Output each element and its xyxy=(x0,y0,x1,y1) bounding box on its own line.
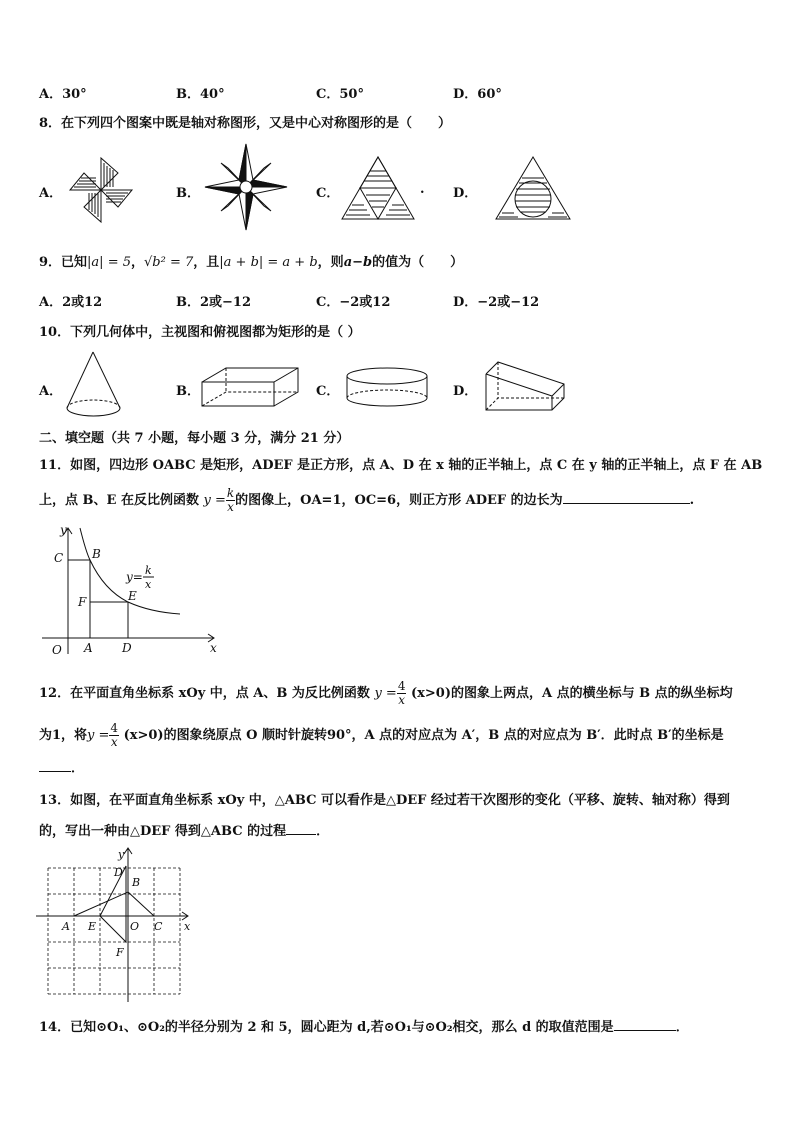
q8-label-b: B． xyxy=(176,186,200,201)
q11-line-end: . xyxy=(689,493,695,508)
q10-figure-d-prism xyxy=(484,360,566,412)
q11-label-e: E xyxy=(128,589,137,603)
q10-label-d: D． xyxy=(453,384,478,399)
q11-curve-label-x: x xyxy=(145,578,152,591)
q7-option-d: D．60° xyxy=(453,87,502,102)
q11-label-f: F xyxy=(78,595,87,609)
q12-func-y: y = xyxy=(374,686,397,701)
section-2-title: 二、填空题（共 7 小题，每小题 3 分，满分 21 分） xyxy=(39,431,350,446)
q13-label-b: B xyxy=(132,876,141,889)
q13-triangle-abc xyxy=(74,892,154,916)
q14-line xyxy=(39,1018,689,1037)
q8-figure-a-pinwheel xyxy=(68,155,134,225)
q11-label-b: B xyxy=(92,547,101,561)
q9-option-a: A．2或12 xyxy=(39,295,103,310)
q14-line-end: ． xyxy=(675,1020,689,1035)
q8-figure-c-triangle xyxy=(340,155,416,223)
q11-label-o: O xyxy=(52,643,62,657)
q9-option-c: C．−2或12 xyxy=(316,295,391,310)
q11-func-y: y = xyxy=(203,493,226,508)
q11-curve-label-k: k xyxy=(145,564,152,577)
q11-label-y: y xyxy=(60,523,67,537)
q7-option-a: A．30° xyxy=(39,87,87,102)
q11-line-1: 11．如图，四边形 OABC 是矩形，ADEF 是正方形，点 A、D 在 x 轴的正半轴上，点 C 在 y 轴的正半轴上，点 F 在 AB xyxy=(39,458,763,473)
q13-label-a: A xyxy=(62,920,70,933)
q11-label-x: x xyxy=(210,641,217,655)
q12-fraction-2 xyxy=(109,722,119,749)
q11-label-d: D xyxy=(122,641,132,655)
q12-line-1 xyxy=(39,680,733,707)
q10-label-c: C． xyxy=(316,384,340,399)
q12-frac-den-2: x xyxy=(110,735,118,749)
q11-curve-label-y: y= xyxy=(126,570,143,584)
q11-line-2b: 的图像上，OA=1，OC=6，则正方形 ADEF 的边长为 xyxy=(235,493,563,508)
q12-line-2a: 为1，将 xyxy=(39,728,88,743)
q8-dot: . xyxy=(420,182,425,197)
q11-answer-blank xyxy=(563,491,690,504)
q13-label-c: C xyxy=(154,920,163,933)
q12-frac-den: x xyxy=(398,693,406,707)
q8-stem: 8．在下列四个图案中既是轴对称图形，又是中心对称图形的是（ ） xyxy=(39,116,452,131)
q11-line-2 xyxy=(39,487,694,514)
q9-sqrt-b: √b² = 7 xyxy=(144,255,194,270)
q11-fraction xyxy=(226,487,235,514)
q11-square-adef xyxy=(90,602,128,638)
q10-label-a: A． xyxy=(39,384,63,399)
q12-func-y-2: y = xyxy=(87,728,110,743)
q13-label-x: x xyxy=(184,920,191,933)
q13-line-2-text: 的，写出一种由△DEF 得到△ABC 的过程 xyxy=(39,824,287,839)
q11-frac-num: k xyxy=(226,486,235,500)
q8-label-a: A． xyxy=(39,186,63,201)
q8-figure-d-triangle-circle xyxy=(494,155,572,223)
q13-figure xyxy=(36,846,196,1002)
q13-label-e: E xyxy=(88,920,97,933)
q9-stem-d: 的值为（ ） xyxy=(372,255,464,270)
q9-condition: |a + b| = a + b xyxy=(219,255,318,270)
q13-label-y: y xyxy=(118,848,125,861)
q14-answer-blank xyxy=(614,1018,676,1031)
q12-answer-blank xyxy=(39,759,71,772)
q8-label-d: D． xyxy=(453,186,478,201)
q11-frac-den: x xyxy=(227,500,234,514)
q9-option-b: B．2或−12 xyxy=(176,295,252,310)
q13-label-f: F xyxy=(116,946,124,959)
q9-stem-a: 9．已知 xyxy=(39,255,88,270)
q10-stem: 10．下列几何体中，主视图和俯视图都为矩形的是（ ） xyxy=(39,325,361,340)
q9-abs-a: |a| = 5 xyxy=(87,255,131,270)
q9-stem-c: ，则 xyxy=(317,255,344,270)
q8-label-c: C． xyxy=(316,186,340,201)
q12-line-2 xyxy=(39,722,724,749)
q7-option-c: C．50° xyxy=(316,87,364,102)
q11-label-c: C xyxy=(54,551,64,565)
q12-line-end: ． xyxy=(71,761,85,776)
q9-comma: ， xyxy=(131,255,145,270)
q10-figure-a-cone xyxy=(64,350,124,420)
q12-fraction xyxy=(397,680,407,707)
q14-text: 14．已知⊙O₁、⊙O₂的半径分别为 2 和 5，圆心距为 d,若⊙O₁与⊙O₂相交，那么 d 的取值范围是 xyxy=(39,1020,614,1035)
q13-label-d: D xyxy=(114,866,123,879)
q12-line-1a: 12．在平面直角坐标系 xOy 中，点 A、B 为反比例函数 xyxy=(39,686,370,701)
q12-line-3 xyxy=(39,759,84,778)
q9-option-d: D．−2或−12 xyxy=(453,295,540,310)
q11-label-a: A xyxy=(84,641,93,655)
q9-expression: a−b xyxy=(343,255,373,270)
q12-frac-num-2: 4 xyxy=(110,721,119,735)
q13-line-1: 13．如图，在平面直角坐标系 xOy 中，△ABC 可以看作是△DEF 经过若干次图形的变化（平移、旋转、轴对称）得到 xyxy=(39,793,730,808)
q9-stem xyxy=(39,254,463,272)
q10-figure-b-cuboid xyxy=(200,366,300,410)
q12-line-2b: (x>0)的图象绕原点 O 顺时针旋转90°，A 点的对应点为 A′，B 点的对应点为 B′．此时点 B′的坐标是 xyxy=(123,728,724,743)
q12-frac-num: 4 xyxy=(397,679,406,693)
q10-label-b: B． xyxy=(176,384,200,399)
q12-line-1b: (x>0)的图象上两点，A 点的横坐标与 B 点的纵坐标均 xyxy=(410,686,733,701)
q8-figure-b-star xyxy=(203,142,289,232)
q11-figure xyxy=(42,524,222,660)
q13-line-end: ． xyxy=(316,824,330,839)
q7-option-b: B．40° xyxy=(176,87,225,102)
q13-line-2 xyxy=(39,822,329,841)
q11-line-2a: 上，点 B、E 在反比例函数 xyxy=(39,493,199,508)
q10-figure-c-cylinder xyxy=(344,366,430,410)
q9-stem-b: ，且 xyxy=(193,255,220,270)
q13-answer-blank xyxy=(286,822,316,835)
q13-label-o: O xyxy=(130,920,140,933)
